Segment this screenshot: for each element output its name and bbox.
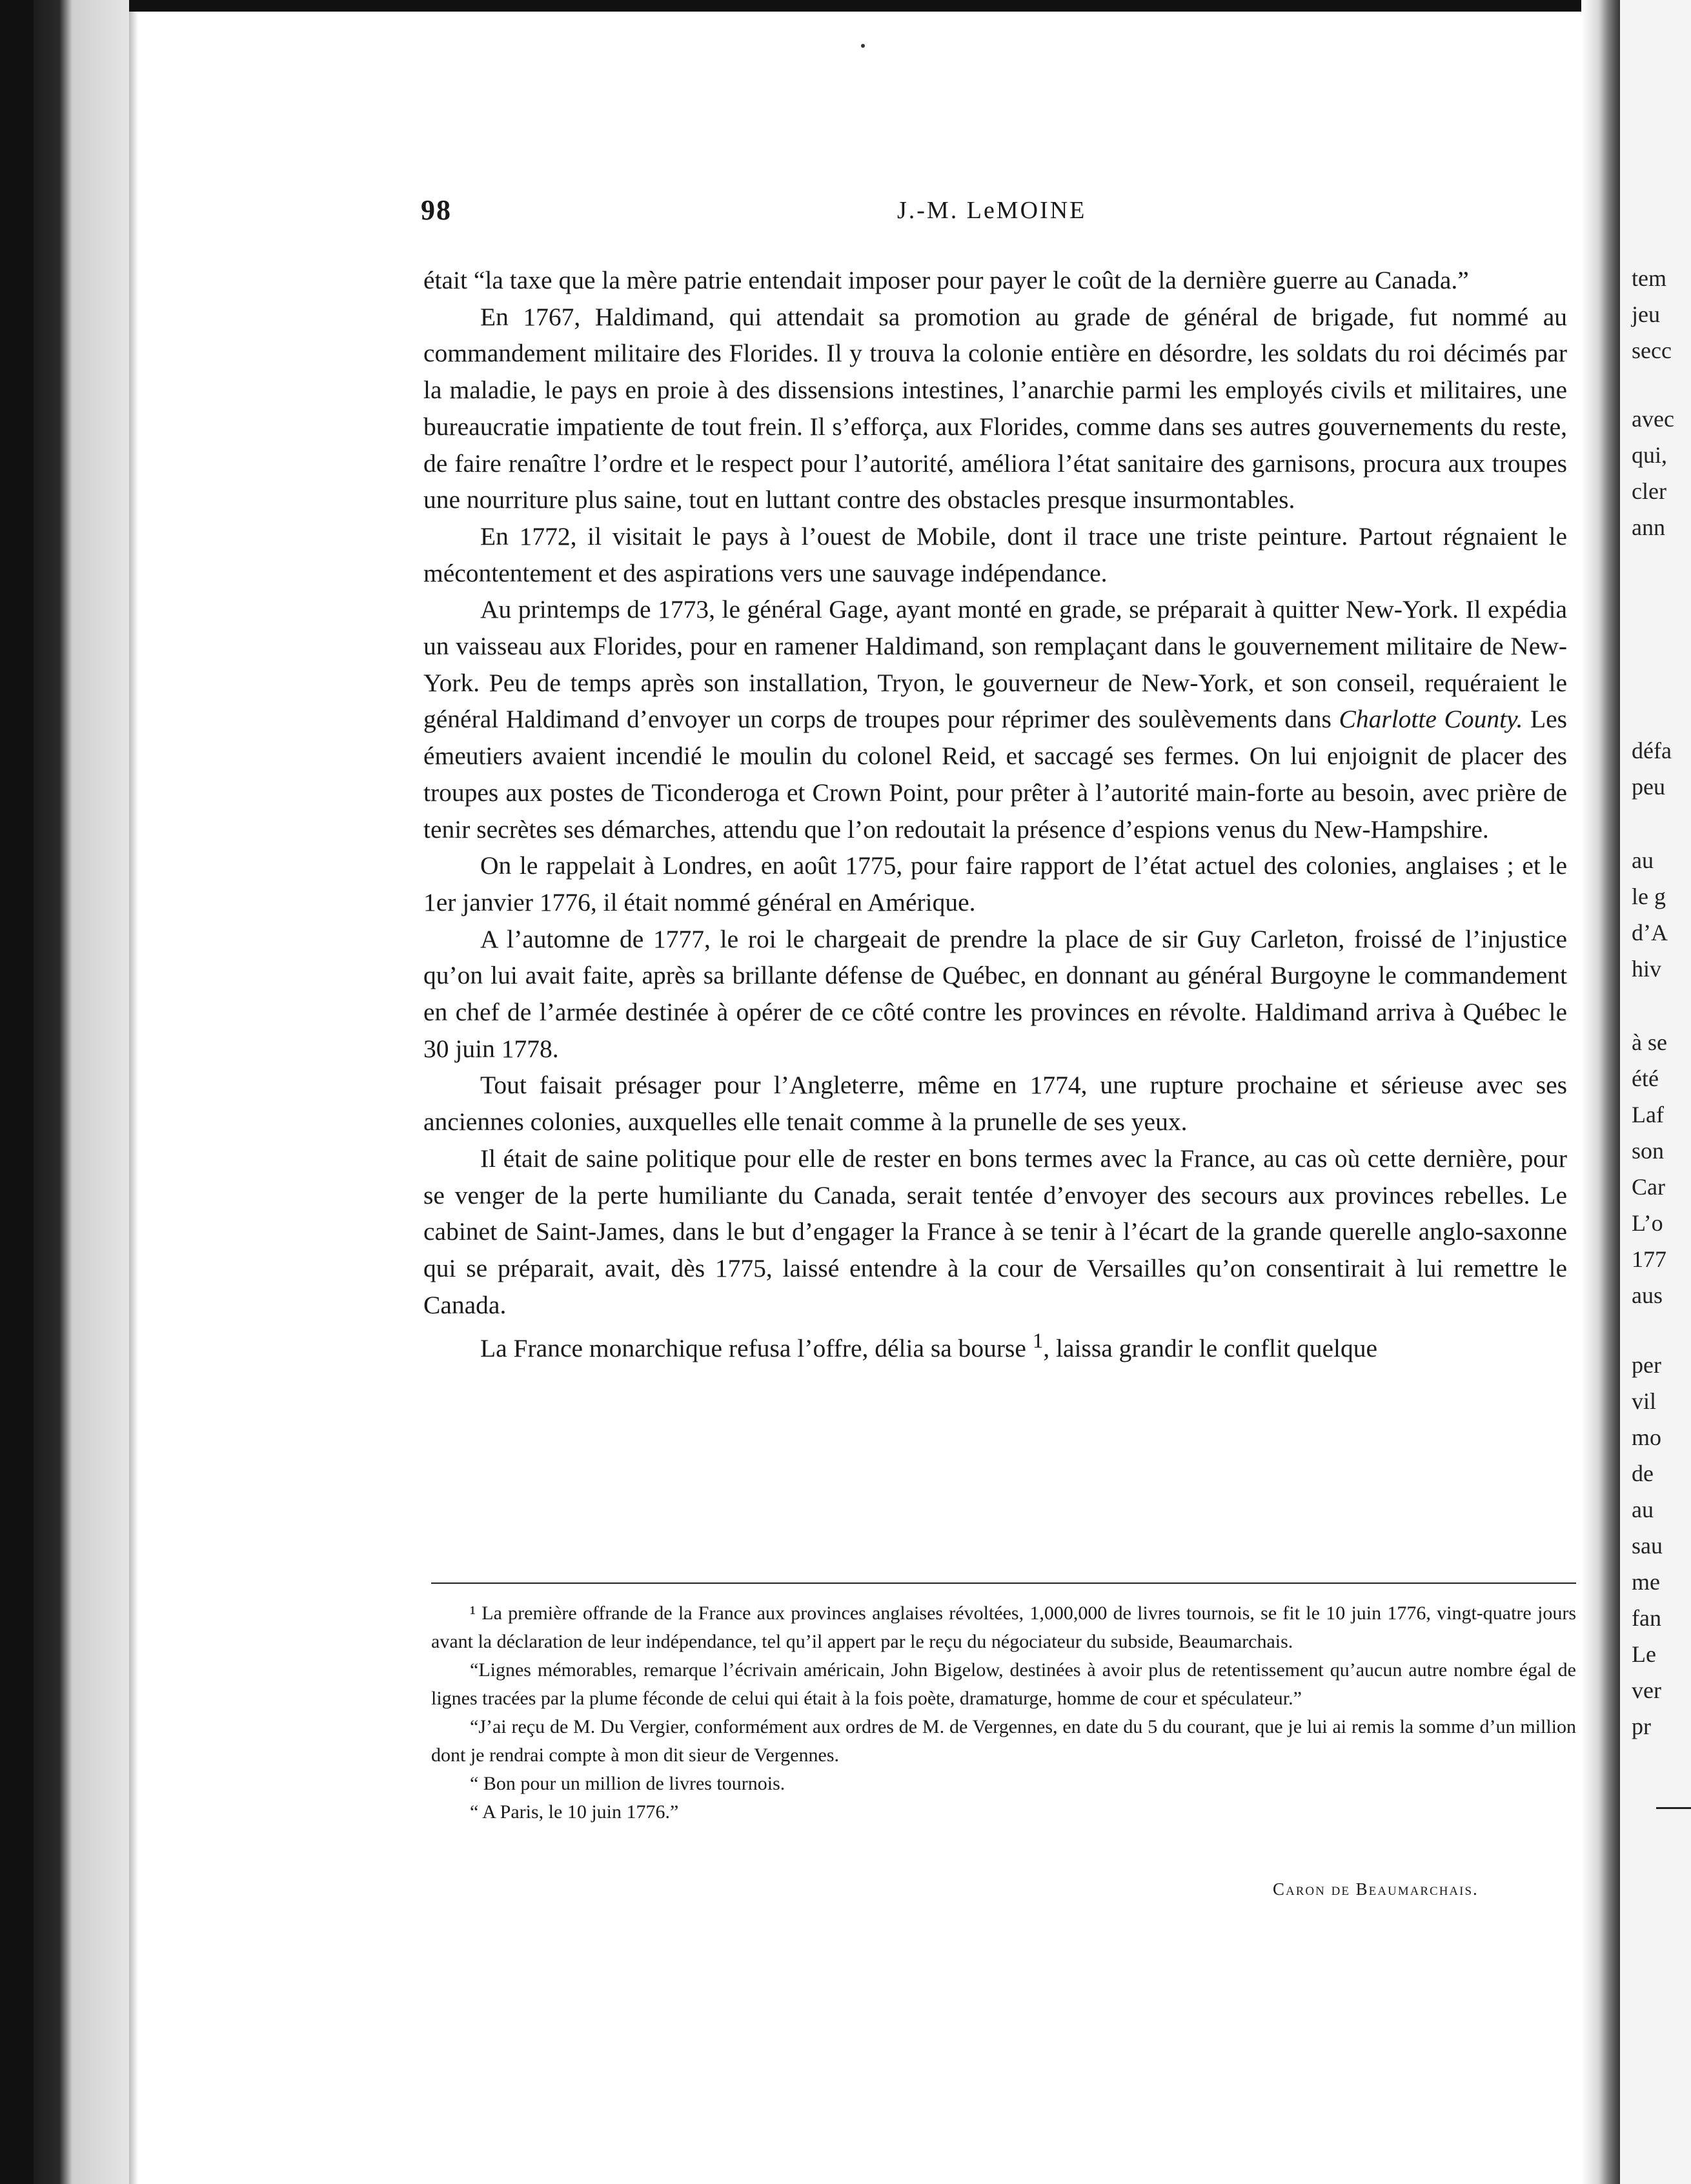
next-page-fragment: hiv xyxy=(1632,956,1662,982)
paragraph-text: Au printemps de 1773, le général Gage, ayant monté en grade, se préparait à quitter New-York. Il expédia un vaisseau aux Florides, pour en ramener Haldimand, son remplaçant dans le gouvernement militaire de New-York. Peu de temps après son installation, Tryon, le gouverneur de New-York, et son conseil, requéraient le général Haldimand d’envoyer un corps de troupes pour réprimer des soulèvements dans xyxy=(423,595,1567,734)
body-text xyxy=(423,262,1567,1367)
next-page-fragment: qui, xyxy=(1632,442,1668,468)
signature: Caron de Beaumarchais. xyxy=(1273,1879,1479,1899)
footnote-marker: 1 xyxy=(1032,1330,1044,1353)
footnote: “Lignes mémorables, remarque l’écrivain américain, John Bigelow, destinées à avoir plus de retentissement qu’aucun autre nombre égal de lignes tracées par la plume féconde de celui qui était à la fois poète, dramaturge, homme de cour et spéculateur.” xyxy=(431,1659,1576,1709)
next-page-fragment: à se xyxy=(1632,1029,1667,1055)
footnote: “ Bon pour un million de livres tournois. xyxy=(470,1773,785,1794)
next-page-fragment: me xyxy=(1632,1569,1660,1595)
footnote-rule xyxy=(431,1582,1576,1584)
next-page-fragment: sau xyxy=(1632,1533,1663,1559)
next-page-fragment: de xyxy=(1632,1461,1654,1486)
next-page-fragment: tem xyxy=(1632,265,1666,291)
next-page-fragment: L’o xyxy=(1632,1210,1663,1236)
next-page-fragment: per xyxy=(1632,1352,1661,1378)
paragraph xyxy=(423,591,1567,847)
scan-border-dark xyxy=(0,0,34,2184)
next-page-fragment: vil xyxy=(1632,1388,1657,1414)
paragraph: Il était de saine politique pour elle de rester en bons termes avec la France, au cas où cette dernière, pour se venger de la perte humiliante du Canada, serait tentée d’envoyer des secours aux provinces rebelles. Le cabinet de Saint-James, dans le but d’engager la France à se tenir à l’écart de la grande querelle anglo-saxonne qui se préparait, avait, dès 1775, laissé entendre à la cour de Versailles qu’on consentirait à lui remettre le Canada. xyxy=(423,1144,1567,1319)
next-page-fragment: ver xyxy=(1632,1677,1661,1703)
paragraph-text: Les émeutiers avaient incendié le moulin du colonel Reid, et saccagé ses fermes. On lui enjoignit de placer des troupes aux postes de Ticonderoga et Crown Point, pour prêter à l’autorité main-forte au besoin, avec prière de tenir secrètes ses démarches, attendu que l’on redoutait la présence d’espions venus du New-Hampshire. xyxy=(423,705,1568,844)
next-page-fragment: au xyxy=(1632,847,1654,873)
next-page-fragment: été xyxy=(1632,1066,1659,1091)
paragraph: En 1772, il visitait le pays à l’ouest de Mobile, dont il trace une triste peinture. Partout régnaient le mécontentement et des aspirations vers une sauvage indépendance. xyxy=(423,521,1567,587)
scan-top-border xyxy=(129,0,1614,12)
next-page-fragment: peu xyxy=(1632,774,1665,800)
next-page-edge xyxy=(1620,0,1691,2184)
page-edge-shadow xyxy=(129,0,138,2184)
next-page-fragment: 177 xyxy=(1632,1246,1666,1272)
next-page-fragment: son xyxy=(1632,1138,1665,1164)
footnotes xyxy=(431,1599,1576,1826)
footnote: ¹ La première offrande de la France aux provinces anglaises révoltées, 1,000,000 de livres tournois, se fit le 10 juin 1776, vingt-quatre jours avant la déclaration de leur indépendance, tel qu’il appert par le reçu du négociateur du subside, Beaumarchais. xyxy=(431,1603,1576,1652)
next-page-fragment: au xyxy=(1632,1497,1654,1522)
next-page-fragment: mo xyxy=(1632,1424,1662,1450)
next-page-fragment: fan xyxy=(1632,1605,1661,1631)
paragraph: En 1767, Haldimand, qui attendait sa promotion au grade de général de brigade, fut nommé au commandement militaire des Florides. Il y trouva la colonie entière en désordre, les soldats du roi décimés par la maladie, le pays en proie à des dissensions intestines, l’anarchie parmi les employés civils et militaires, une bureaucratie impatiente de tout frein. Il s’efforça, aux Florides, comme dans ses autres gouvernements du reste, de faire renaître l’ordre et le respect pour l’autorité, améliora l’état sanitaire des garnisons, procura aux troupes une nourriture plus saine, tout en luttant contre des obstacles presque insurmontables. xyxy=(423,302,1567,514)
next-page-fragment: jeu xyxy=(1632,301,1660,327)
scan-border-gradient xyxy=(34,0,130,2184)
next-page-fragment: défa xyxy=(1632,738,1672,763)
next-page-fragment: d’A xyxy=(1632,920,1668,945)
italic-place-name: Charlotte County. xyxy=(1339,705,1523,734)
next-page-fragment: aus xyxy=(1632,1282,1663,1308)
next-page-fragment: ann xyxy=(1632,514,1665,540)
paragraph: A l’automne de 1777, le roi le chargeait de prendre la place de sir Guy Carleton, froissé de l’injustice qu’on lui avait faite, après sa brillante défense de Québec, en donnant au général Burgoyne le commandement en chef de l’armée destinée à opérer de ce côté contre les provinces en révolte. Haldimand arriva à Québec le 30 juin 1778. xyxy=(423,924,1567,1063)
paragraph: On le rappelait à Londres, en août 1775, pour faire rapport de l’état actuel des colonies, anglaises ; et le 1er janvier 1776, il était nommé général en Amérique. xyxy=(423,851,1567,916)
running-head: J.-M. LeMOINE xyxy=(897,197,1087,224)
next-page-fragment: Laf xyxy=(1632,1102,1664,1127)
next-page-fragment: Car xyxy=(1632,1174,1665,1200)
next-page-fragment: Le xyxy=(1632,1641,1656,1667)
footnote: “ A Paris, le 10 juin 1776.” xyxy=(470,1801,679,1823)
next-page-fragment: cler xyxy=(1632,478,1666,504)
book-spine-shadow xyxy=(1581,0,1620,2184)
next-page-rule xyxy=(1656,1807,1691,1809)
paragraph: était “la taxe que la mère patrie entendait imposer pour payer le coût de la dernière guerre au Canada.” xyxy=(423,266,1469,294)
paragraph: Tout faisait présager pour l’Angleterre, même en 1774, une rupture prochaine et sérieuse avec ses anciennes colonies, auxquelles elle tenait comme à la prunelle de ses yeux. xyxy=(423,1071,1567,1137)
paragraph-text: La France monarchique refusa l’offre, délia sa bourse xyxy=(480,1334,1026,1363)
next-page-fragment: le g xyxy=(1632,884,1666,909)
paragraph-text: , laissa grandir le conflit quelque xyxy=(1043,1334,1378,1363)
scan-speck xyxy=(861,44,865,48)
page-number: 98 xyxy=(421,194,452,226)
next-page-fragment: secc xyxy=(1632,338,1672,363)
next-page-fragment: avec xyxy=(1632,406,1674,432)
paragraph xyxy=(423,1323,1567,1367)
next-page-fragment: pr xyxy=(1632,1714,1651,1739)
footnote: “J’ai reçu de M. Du Vergier, conformément aux ordres de M. de Vergennes, en date du 5 du courant, que je lui ai remis la somme d’un million dont je rendrai compte à mon dit sieur de Vergennes. xyxy=(431,1716,1576,1766)
